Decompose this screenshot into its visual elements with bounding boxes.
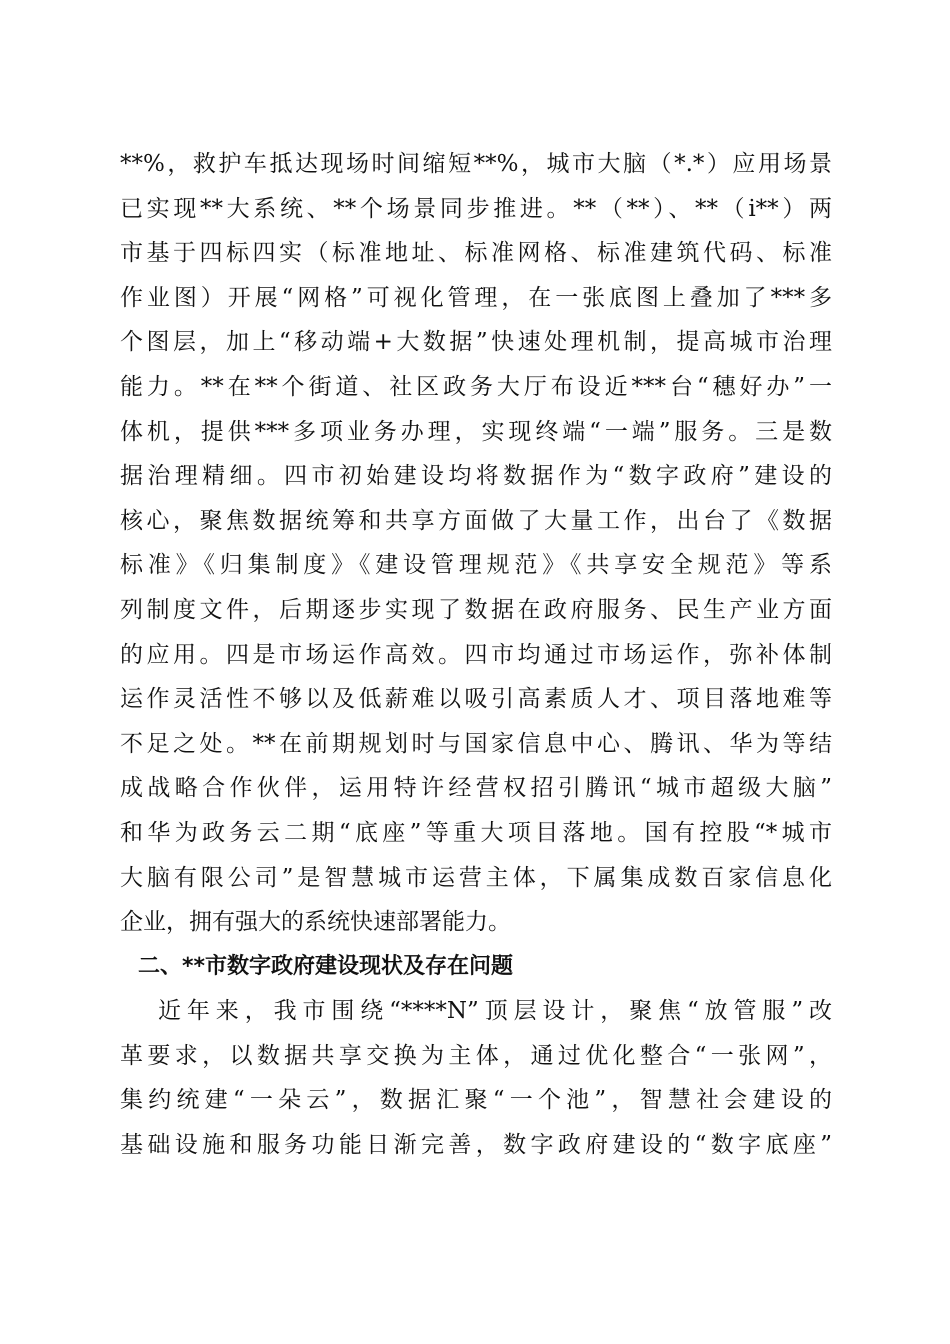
paragraph-line: 个图层，加上“移动端+大数据”快速处理机制，提高城市治理 xyxy=(120,329,832,356)
paragraph-line: 近年来，我市围绕“****N”顶层设计，聚焦“放管服”改 xyxy=(158,998,832,1025)
paragraph-line: 作业图）开展“网格”可视化管理，在一张底图上叠加了***多 xyxy=(120,284,832,311)
paragraph-line: 革要求，以数据共享交换为主体，通过优化整合“一张网”， xyxy=(120,1042,832,1069)
paragraph-line: 基础设施和服务功能日渐完善，数字政府建设的“数字底座” xyxy=(120,1132,832,1159)
paragraph-line: 企业，拥有强大的系统快速部署能力。 xyxy=(120,909,511,936)
paragraph-line: 成战略合作伙伴，运用特许经营权招引腾讯“城市超级大脑” xyxy=(120,775,832,802)
paragraph-line: 标准》《归集制度》《建设管理规范》《共享安全规范》等系 xyxy=(120,552,832,579)
paragraph-line: 能力。**在**个街道、社区政务大厅布设近***台“穗好办”一 xyxy=(120,373,832,400)
paragraph-line: 市基于四标四实（标准地址、标准网格、标准建筑代码、标准 xyxy=(120,240,832,267)
paragraph-line: 和华为政务云二期“底座”等重大项目落地。国有控股“*城市 xyxy=(120,819,832,846)
paragraph-line: 据治理精细。四市初始建设均将数据作为“数字政府”建设的 xyxy=(120,463,832,490)
document-body xyxy=(120,142,832,1168)
paragraph-line: 不足之处。**在前期规划时与国家信息中心、腾讯、华为等结 xyxy=(120,730,832,757)
paragraph-line: 体机，提供***多项业务办理，实现终端“一端”服务。三是数 xyxy=(120,418,832,445)
paragraph-line: 列制度文件，后期逐步实现了数据在政府服务、民生产业方面 xyxy=(120,596,832,623)
paragraph-line: **%，救护车抵达现场时间缩短**%，城市大脑（*.*）应用场景 xyxy=(120,151,832,177)
paragraph-line: 集约统建“一朵云”，数据汇聚“一个池”，智慧社会建设的 xyxy=(120,1087,832,1114)
paragraph-line: 的应用。四是市场运作高效。四市均通过市场运作，弥补体制 xyxy=(120,641,832,668)
paragraph-line: 核心，聚焦数据统筹和共享方面做了大量工作，出台了《数据 xyxy=(120,507,832,534)
paragraph-line: 运作灵活性不够以及低薪难以吸引高素质人才、项目落地难等 xyxy=(120,686,832,713)
paragraph-line: 已实现**大系统、**个场景同步推进。**（**）、**（i**）两 xyxy=(120,195,832,222)
paragraph-line: 大脑有限公司”是智慧城市运营主体，下属集成数百家信息化 xyxy=(120,864,832,891)
section-heading: 二、**市数字政府建设现状及存在问题 xyxy=(138,953,514,979)
